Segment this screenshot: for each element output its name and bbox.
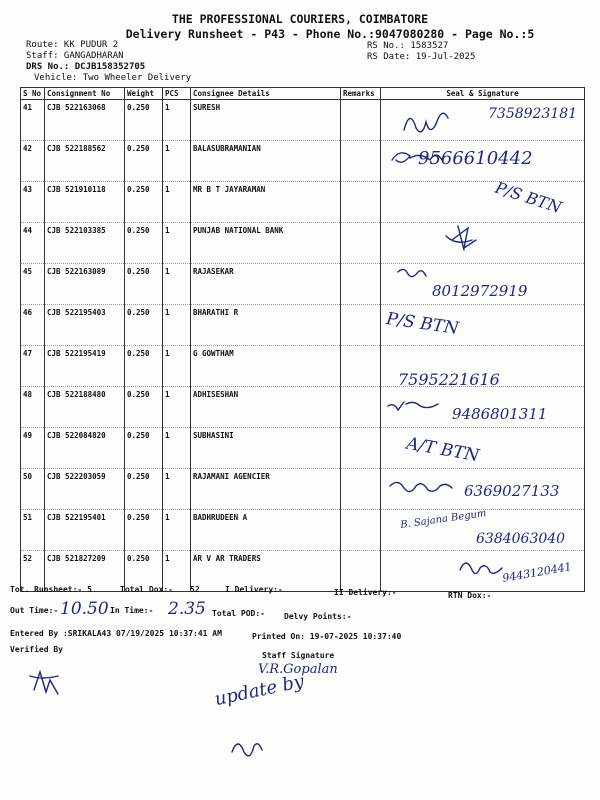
consignee-cell: BALASUBRAMANIAN (191, 141, 341, 182)
in-time-value: 2.35 (168, 599, 206, 619)
weight-cell: 0.250 (125, 305, 163, 346)
total-dox-value: 52 (190, 585, 200, 594)
total-dox-label: Total Dox:- (120, 585, 173, 594)
phone-50: 6369027133 (464, 482, 560, 500)
pcs-cell: 1 (163, 510, 191, 551)
consignee-cell: RAJAMANI AGENCIER (191, 469, 341, 510)
remarks-cell (341, 264, 381, 305)
weight-cell: 0.250 (125, 100, 163, 141)
col-remarks: Remarks (341, 88, 381, 100)
runsheet-title: Delivery Runsheet - P43 - Phone No.:9047080280 - Page No.:5 (125, 27, 535, 41)
sno-cell: 50 (21, 469, 45, 510)
pcs-cell: 1 (163, 428, 191, 469)
weight-cell: 0.250 (125, 428, 163, 469)
col-pcs: PCS (163, 88, 191, 100)
remarks-cell (341, 305, 381, 346)
consignee-cell: MR B T JAYARAMAN (191, 182, 341, 223)
table-row (21, 346, 585, 387)
sno-cell: 46 (21, 305, 45, 346)
table-row (21, 223, 585, 264)
phone-45: 8012972919 (432, 282, 528, 300)
out-time-value: 10.50 (60, 599, 109, 619)
pcs-cell: 1 (163, 305, 191, 346)
staff-label: Staff: GANGADHARAN (26, 51, 124, 61)
table-header-row (21, 88, 585, 100)
consignment-cell: CJB 522084820 (45, 428, 125, 469)
consignment-cell: CJB 521910118 (45, 182, 125, 223)
consignee-cell: G GOWTHAM (191, 346, 341, 387)
vehicle-label: Vehicle: Two Wheeler Delivery (34, 73, 192, 83)
table-row (21, 551, 585, 592)
consignee-cell: BHARATHI R (191, 305, 341, 346)
consignee-cell: ADHISESHAN (191, 387, 341, 428)
consignment-cell: CJB 522195401 (45, 510, 125, 551)
note-43: P/S BTN (492, 177, 564, 218)
phone-41: 7358923181 (488, 106, 578, 122)
drs-label: DRS No.: DCJB158352705 (26, 62, 146, 72)
phone-47: 7595221616 (398, 370, 500, 389)
pcs-cell: 1 (163, 469, 191, 510)
remarks-cell (341, 141, 381, 182)
weight-cell: 0.250 (125, 264, 163, 305)
name-51: B. Sajana Begum (399, 508, 488, 531)
phone-51: 6384063040 (476, 531, 566, 547)
route-label: Route: KK PUDUR 2 (26, 40, 119, 50)
sno-cell: 41 (21, 100, 45, 141)
weight-cell: 0.250 (125, 551, 163, 592)
col-consignment: Consignment No (45, 88, 125, 100)
sno-cell: 43 (21, 182, 45, 223)
col-consignee: Consignee Details (191, 88, 341, 100)
remarks-cell (341, 100, 381, 141)
entered-by: Entered By :SRIKALA43 07/19/2025 10:37:41 AM (10, 629, 222, 638)
sno-cell: 42 (21, 141, 45, 182)
consignment-cell: CJB 522103385 (45, 223, 125, 264)
sno-cell: 44 (21, 223, 45, 264)
pcs-cell: 1 (163, 141, 191, 182)
table-row (21, 305, 585, 346)
phone-42: 9566610442 (418, 148, 533, 169)
remarks-cell (341, 223, 381, 264)
col-weight: Weight (125, 88, 163, 100)
consignee-cell: RAJASEKAR (191, 264, 341, 305)
pcs-cell: 1 (163, 100, 191, 141)
weight-cell: 0.250 (125, 141, 163, 182)
pcs-cell: 1 (163, 182, 191, 223)
verified-by: Verified By (10, 645, 63, 654)
delvy-points: Delvy Points:- (284, 612, 352, 621)
weight-cell: 0.250 (125, 387, 163, 428)
consignee-cell: PUNJAB NATIONAL BANK (191, 223, 341, 264)
phone-48: 9486801311 (452, 405, 548, 423)
consignment-cell: CJB 521827209 (45, 551, 125, 592)
signature-cell (381, 223, 585, 264)
weight-cell: 0.250 (125, 510, 163, 551)
remarks-cell (341, 551, 381, 592)
i-delivery: I Delivery:- (225, 585, 283, 594)
company-title: THE PROFESSIONAL COURIERS, COIMBATORE (171, 12, 429, 26)
col-signature: Seal & Signature (381, 88, 585, 100)
tot-runsheet: Tot. Runsheet:- 5 (10, 585, 92, 594)
note-46: P/S BTN (384, 309, 460, 339)
in-time-label: In Time:- (110, 606, 154, 615)
col-sno: S No (21, 88, 45, 100)
remarks-cell (341, 182, 381, 223)
consignment-cell: CJB 522188480 (45, 387, 125, 428)
sno-cell: 45 (21, 264, 45, 305)
consignment-cell: CJB 522203059 (45, 469, 125, 510)
staff-signature-name: V.R.Gopalan (258, 662, 338, 677)
out-time-label: Out Time:- (10, 606, 59, 615)
sno-cell: 52 (21, 551, 45, 592)
note-49: A/T BTN (404, 433, 481, 467)
consignment-cell: CJB 522163089 (45, 264, 125, 305)
staff-signature-label: Staff Signature (262, 651, 335, 660)
pcs-cell: 1 (163, 346, 191, 387)
sno-cell: 51 (21, 510, 45, 551)
total-pod: Total POD:- (212, 609, 265, 618)
remarks-cell (341, 510, 381, 551)
verified-signature (30, 672, 58, 694)
rs-no-label: RS No.: 1583527 (367, 41, 449, 51)
remarks-cell (341, 469, 381, 510)
printed-on: Printed On: 19-07-2025 10:37:40 (252, 632, 402, 641)
sno-cell: 47 (21, 346, 45, 387)
rtn-dox: RTN Dox:- (448, 591, 492, 600)
pcs-cell: 1 (163, 551, 191, 592)
consignee-cell: SUBHASINI (191, 428, 341, 469)
pcs-cell: 1 (163, 223, 191, 264)
pcs-cell: 1 (163, 264, 191, 305)
remarks-cell (341, 387, 381, 428)
remarks-cell (341, 346, 381, 387)
table-row (21, 428, 585, 469)
weight-cell: 0.250 (125, 223, 163, 264)
consignee-cell: BADHRUDEEN A (191, 510, 341, 551)
weight-cell: 0.250 (125, 469, 163, 510)
remarks-cell (341, 428, 381, 469)
consignment-cell: CJB 522195403 (45, 305, 125, 346)
staff-signature-mark (232, 744, 262, 756)
sno-cell: 48 (21, 387, 45, 428)
consignee-cell: SURESH (191, 100, 341, 141)
consignment-cell: CJB 522188562 (45, 141, 125, 182)
sno-cell: 49 (21, 428, 45, 469)
ii-delivery: II Delivery:- (334, 588, 397, 597)
weight-cell: 0.250 (125, 182, 163, 223)
pcs-cell: 1 (163, 387, 191, 428)
consignment-cell: CJB 522195419 (45, 346, 125, 387)
rs-date-label: RS Date: 19-Jul-2025 (367, 52, 476, 62)
weight-cell: 0.250 (125, 346, 163, 387)
update-note: update by (212, 670, 306, 711)
consignee-cell: AR V AR TRADERS (191, 551, 341, 592)
phone-52: 9443120441 (501, 560, 573, 585)
consignment-cell: CJB 522163068 (45, 100, 125, 141)
